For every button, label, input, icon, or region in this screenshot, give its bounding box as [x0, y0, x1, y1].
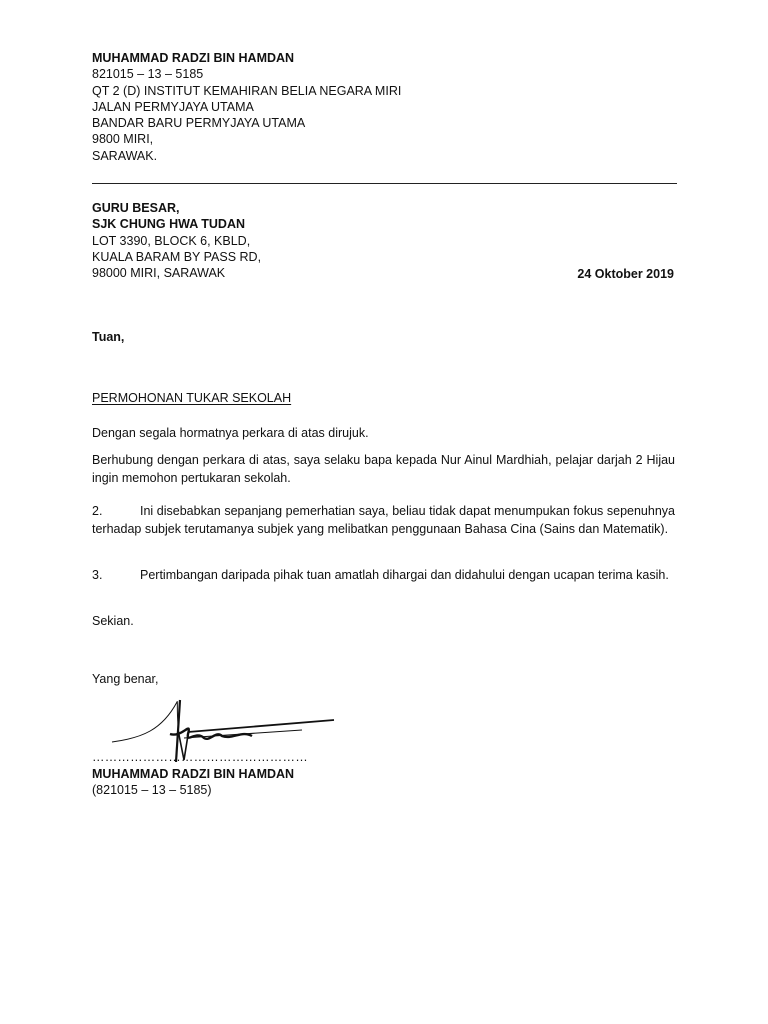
recipient-line: KUALA BARAM BY PASS RD,: [92, 249, 262, 264]
paragraph-text: Pertimbangan daripada pihak tuan amatlah dihargai dan didahului dengan ucapan terima kasih.: [140, 568, 669, 582]
sender-ic: 821015 – 13 – 5185: [92, 67, 204, 82]
letter-subject: PERMOHONAN TUKAR SEKOLAH: [92, 391, 292, 405]
recipient-block: [92, 200, 261, 281]
closing-yang-benar: Yang benar,: [92, 672, 159, 686]
paragraph-request: Berhubung dengan perkara di atas, saya selaku bapa kepada Nur Ainul Mardhiah, pelajar darjah 2 Hijau ingin memohon pertukaran sekolah.: [92, 453, 675, 485]
sender-address-line: 9800 MIRI,: [92, 132, 154, 147]
sender-block: [92, 50, 401, 164]
paragraph-reason: [92, 502, 675, 538]
closing-sekian: Sekian.: [92, 614, 134, 628]
sender-address-line: QT 2 (D) INSTITUT KEMAHIRAN BELIA NEGARA MIRI: [92, 83, 402, 98]
sender-address-line: SARAWAK.: [92, 148, 158, 163]
paragraph-number: 3.: [92, 568, 103, 582]
paragraph-thanks: [92, 566, 675, 584]
paragraph-number: 2.: [92, 504, 103, 518]
recipient-line: 98000 MIRI, SARAWAK: [92, 266, 226, 281]
divider-line: [92, 183, 677, 184]
signatory-block: [92, 766, 294, 799]
signatory-name: MUHAMMAD RADZI BIN HAMDAN: [92, 767, 295, 781]
sender-name: MUHAMMAD RADZI BIN HAMDAN: [92, 51, 295, 65]
salutation: Tuan,: [92, 330, 125, 344]
sender-address-line: BANDAR BARU PERMYJAYA UTAMA: [92, 116, 306, 131]
signature-dotted-line: ……………………………………………: [92, 750, 308, 764]
recipient-line: GURU BESAR,: [92, 201, 180, 215]
recipient-line: SJK CHUNG HWA TUDAN: [92, 217, 246, 232]
signatory-ic: (821015 – 13 – 5185): [92, 783, 212, 798]
sender-address-line: JALAN PERMYJAYA UTAMA: [92, 99, 254, 114]
letter-date: 24 Oktober 2019: [577, 267, 674, 281]
paragraph-intro: Dengan segala hormatnya perkara di atas dirujuk.: [92, 426, 369, 440]
paragraph-text: Ini disebabkan sepanjang pemerhatian saya, beliau tidak dapat menumpukan fokus sepenuhnya terhadap subjek terutamanya subjek yang melibatkan penggunaan Bahasa Cina (Sains dan Matematik).: [92, 504, 675, 536]
recipient-line: LOT 3390, BLOCK 6, KBLD,: [92, 233, 251, 248]
